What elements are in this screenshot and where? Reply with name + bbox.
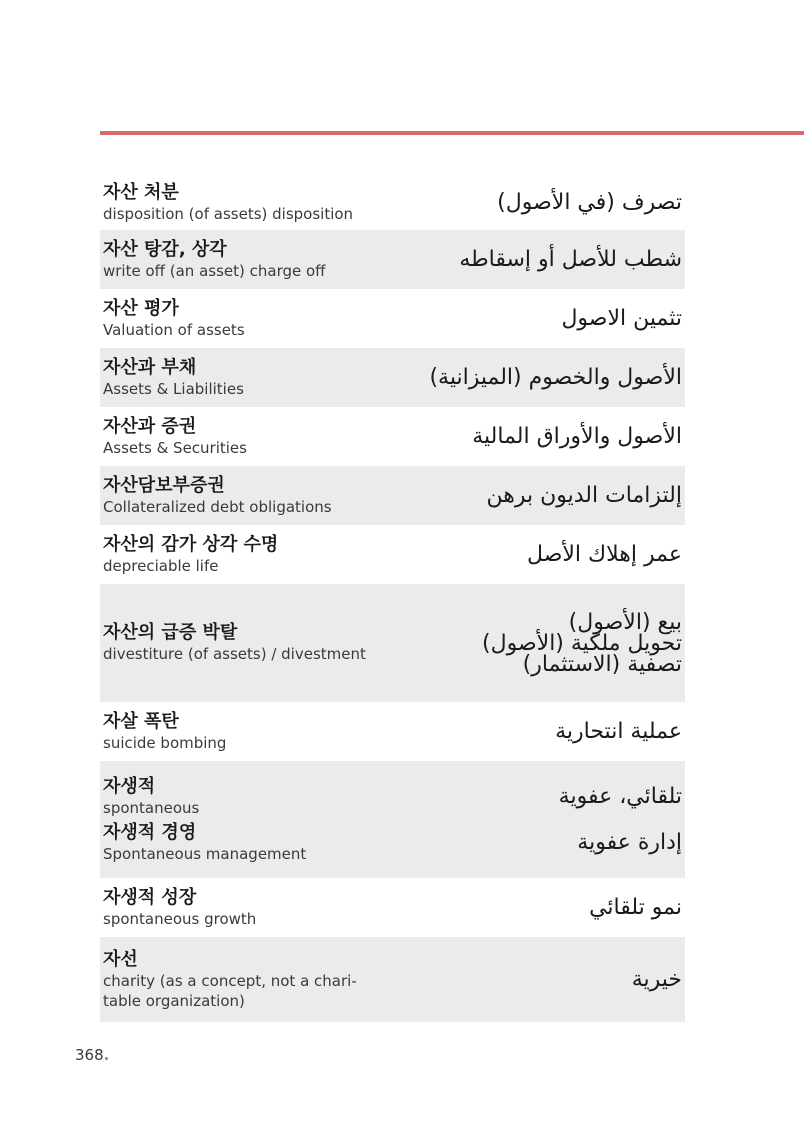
- english-term: Assets & Securities: [103, 438, 247, 457]
- glossary-entry: [100, 230, 685, 289]
- glossary-entry: [100, 466, 685, 525]
- korean-term: 자산 처분: [103, 181, 179, 203]
- english-term: table organization): [103, 991, 245, 1010]
- arabic-term: نمو تلقائي: [589, 894, 682, 920]
- english-term: divestiture (of assets) / divestment: [103, 645, 366, 663]
- arabic-term: الأصول والخصوم (الميزانية): [429, 364, 682, 390]
- korean-term: 자살 폭탄: [103, 710, 179, 732]
- glossary-entry: [100, 348, 685, 407]
- glossary-entry: [100, 937, 685, 1022]
- korean-term: 자산과 증권: [103, 415, 197, 437]
- arabic-term: الأصول والأوراق المالية: [472, 423, 682, 449]
- glossary-entry: [100, 175, 685, 230]
- english-term: charity (as a concept, not a chari-: [103, 971, 357, 990]
- arabic-term: عملية انتحارية: [555, 718, 682, 744]
- korean-term: 자산의 급증 박탈: [103, 622, 238, 643]
- glossary-entry: [100, 525, 685, 584]
- arabic-term: إلتزامات الديون برهن: [486, 482, 682, 508]
- english-term: write off (an asset) charge off: [103, 261, 326, 280]
- english-term: depreciable life: [103, 556, 219, 575]
- glossary-list: [100, 175, 685, 1022]
- page-number-text: 368: [75, 1046, 104, 1064]
- korean-term: 자생적 성장: [103, 886, 197, 908]
- glossary-entry: [100, 702, 685, 761]
- arabic-term: شطب للأصل أو إسقاطه: [459, 246, 682, 272]
- glossary-entry: [100, 289, 685, 348]
- english-term: Assets & Liabilities: [103, 379, 244, 398]
- arabic-term: إدارة عفوية: [577, 829, 682, 855]
- arabic-term: تحويل ملكية (الأصول): [482, 630, 682, 656]
- page-number-dot: .: [103, 1046, 110, 1064]
- arabic-term: تثمين الاصول: [561, 305, 682, 331]
- english-term: suicide bombing: [103, 733, 227, 752]
- english-term: Spontaneous management: [103, 844, 307, 863]
- arabic-term: عمر إهلاك الأصل: [527, 541, 682, 567]
- korean-term: 자산 평가: [103, 297, 179, 319]
- arabic-term: تلقائي، عفوية: [558, 783, 682, 809]
- header-rule: [100, 131, 804, 135]
- korean-term: 자생적 경영: [103, 821, 197, 843]
- arabic-term: بيع (الأصول): [568, 609, 682, 635]
- glossary-entry: [100, 878, 685, 937]
- korean-term: 자산담보부증권: [103, 474, 225, 496]
- glossary-entry: [100, 407, 685, 466]
- korean-term: 자생적: [103, 775, 156, 797]
- korean-term: 자산과 부채: [103, 356, 197, 378]
- arabic-term: خيرية: [631, 966, 682, 992]
- glossary-entry: [100, 761, 685, 878]
- english-term: Collateralized debt obligations: [103, 497, 332, 516]
- arabic-term-group: [482, 609, 682, 677]
- korean-term: 자산의 감가 상각 수명: [103, 533, 279, 555]
- arabic-term: تصرف (في الأصول): [497, 189, 682, 215]
- page-number: [75, 1046, 109, 1064]
- english-term: spontaneous: [103, 798, 200, 817]
- english-term: spontaneous growth: [103, 909, 257, 928]
- korean-term: 자산 탕감, 상각: [103, 238, 227, 260]
- glossary-entry: [100, 584, 685, 702]
- korean-term: 자선: [103, 948, 138, 970]
- english-term: disposition (of assets) disposition: [103, 204, 354, 223]
- english-term: Valuation of assets: [103, 320, 245, 339]
- arabic-term: تصفية (الاستثمار): [522, 651, 682, 677]
